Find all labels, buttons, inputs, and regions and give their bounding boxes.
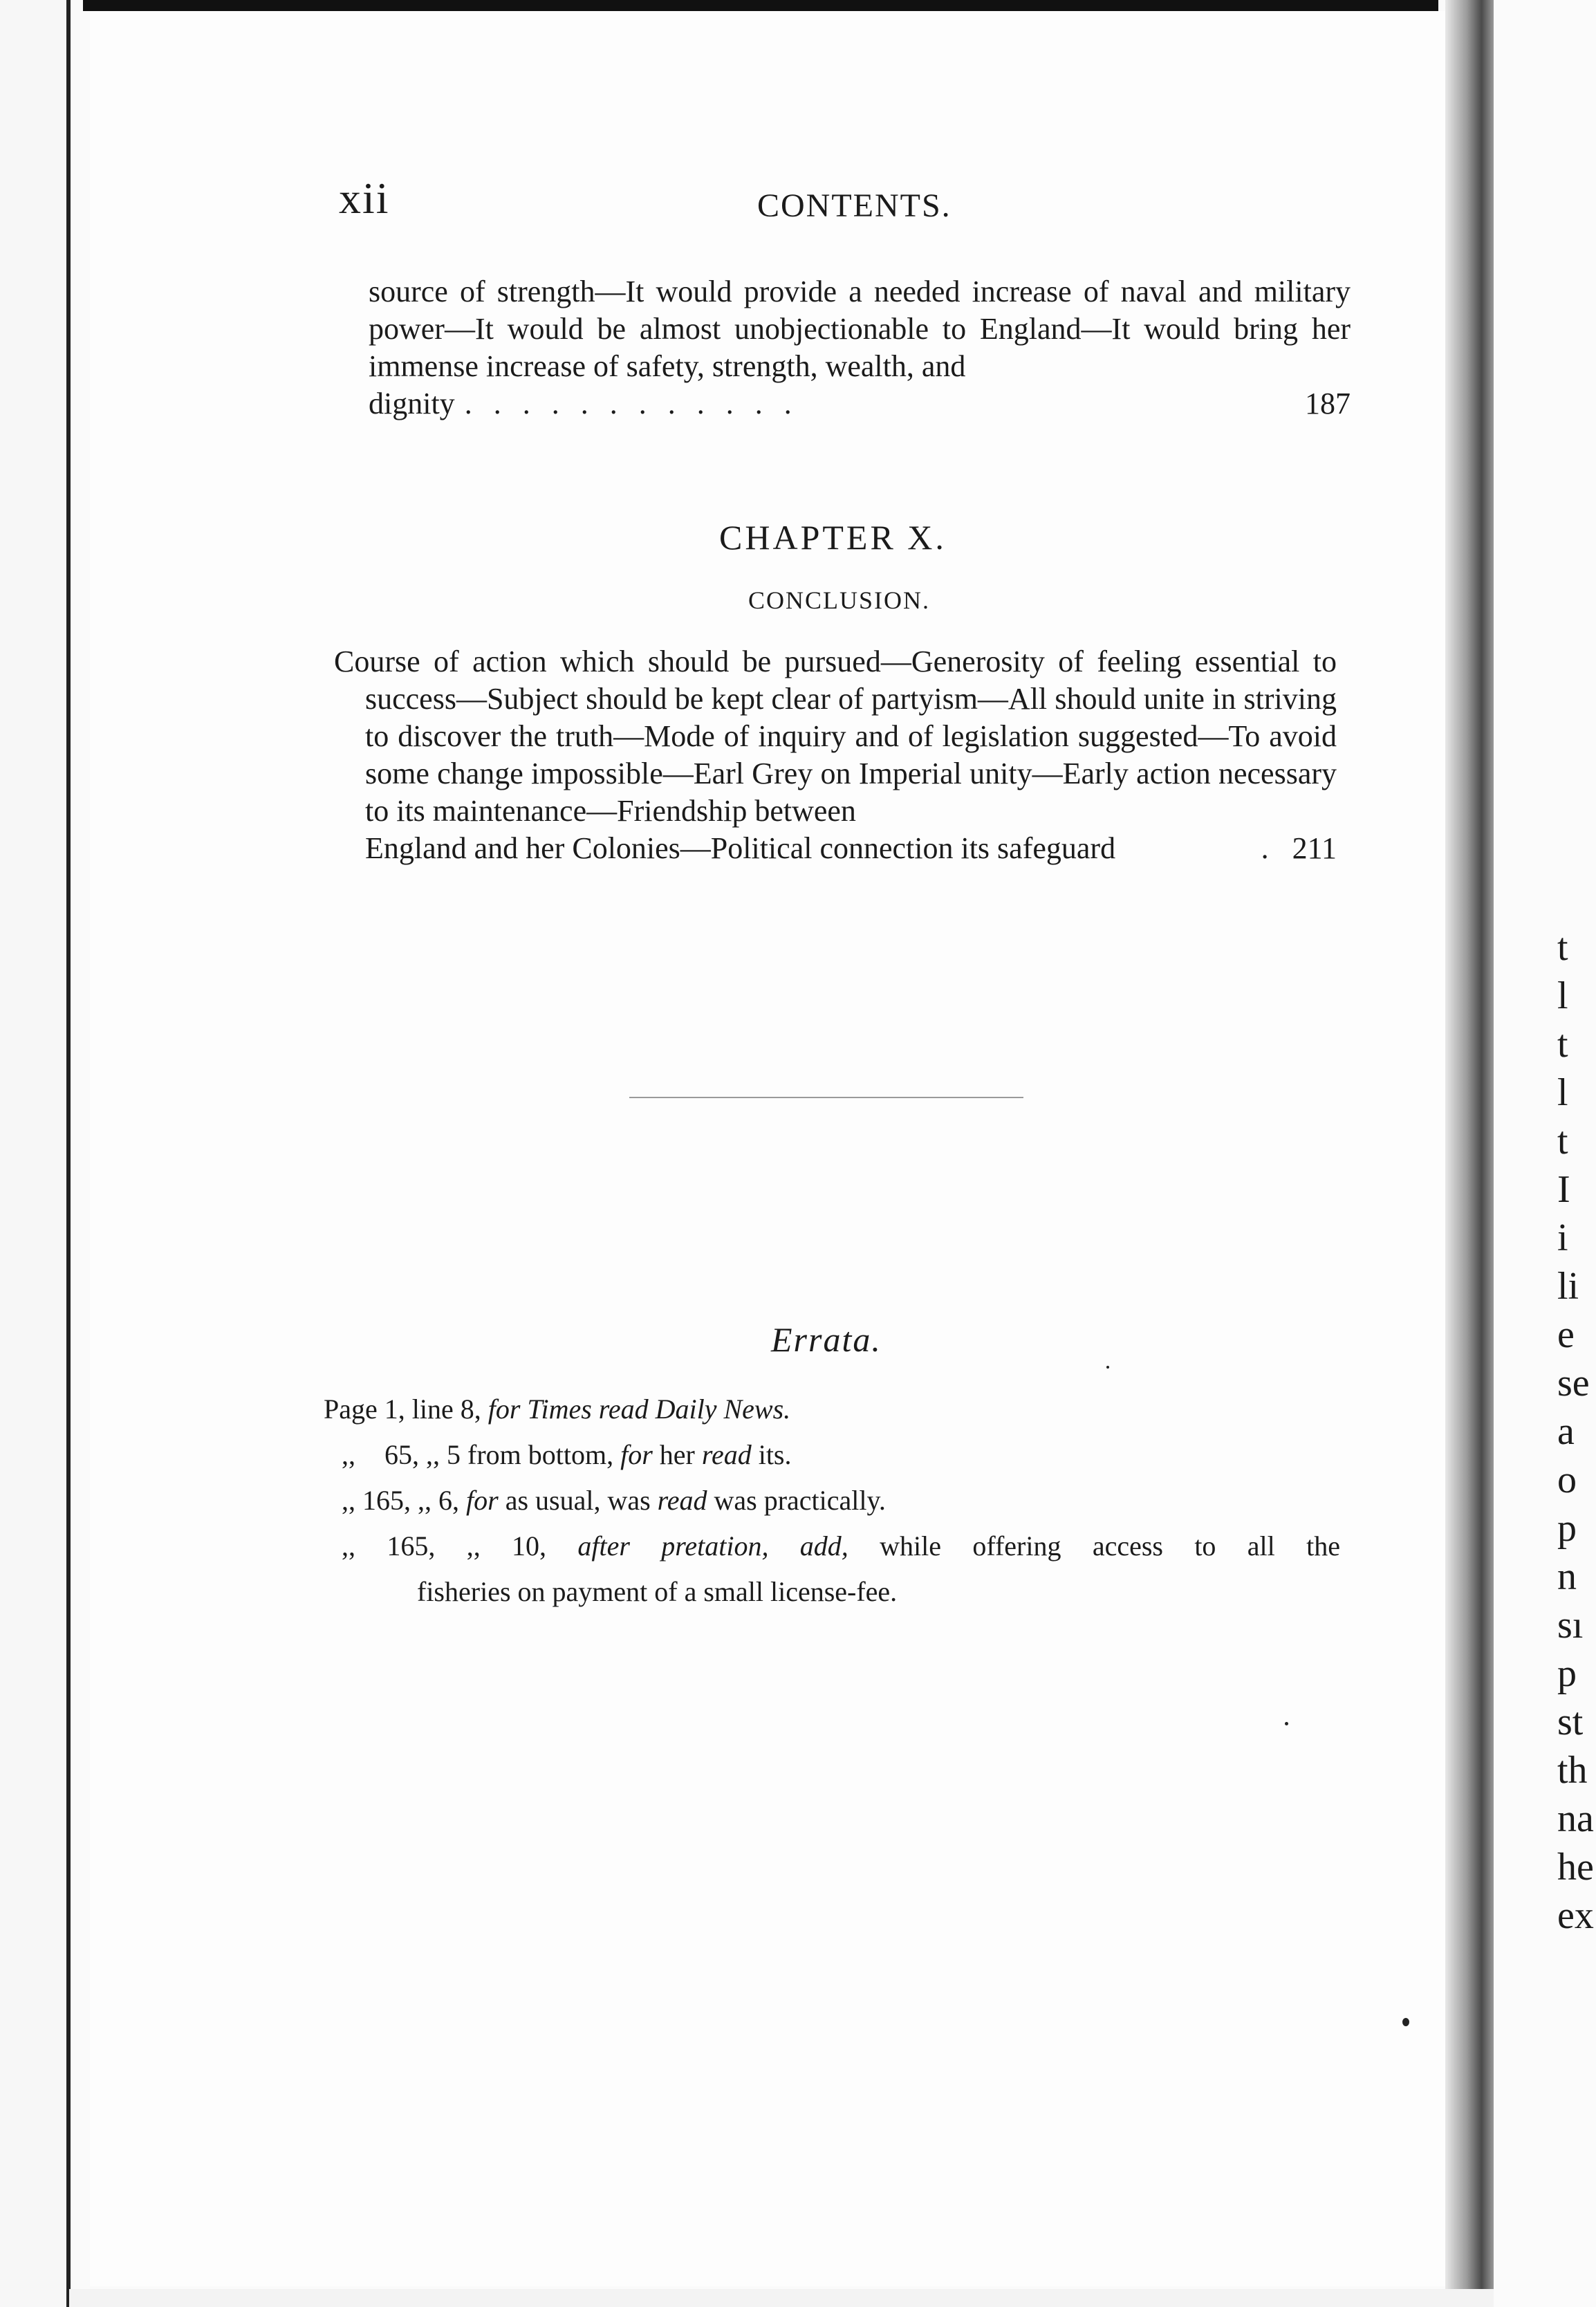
chapter-x-last-line: England and her Colonies—Political connection its safeguard [365, 831, 1116, 865]
facing-page-letter: t [1557, 1023, 1568, 1066]
errata-after: after [577, 1530, 630, 1562]
facing-page-letter: se [1557, 1362, 1590, 1405]
errata-ditto: ,, [342, 1485, 355, 1516]
errata-after-text: pretation, [661, 1530, 769, 1562]
ink-speck [1106, 1366, 1109, 1369]
chapter-x-page-ref: 211 [1292, 831, 1337, 865]
errata-line: 5 from bottom, [447, 1439, 614, 1470]
book-top-edge [83, 0, 1438, 11]
chapter-subheading: CONCLUSION. [748, 586, 931, 614]
errata-right: Daily News. [655, 1393, 791, 1425]
facing-page-letter: t [1557, 926, 1568, 969]
errata-wrong: as usual, was [505, 1485, 651, 1516]
book-gutter [1445, 0, 1494, 2307]
errata-right: its. [758, 1439, 792, 1470]
ink-speck [1402, 2018, 1409, 2026]
chapter-x-summary-last-line [334, 830, 1337, 867]
errata-word: the [1306, 1530, 1340, 1562]
errata-for: for [620, 1439, 653, 1470]
errata-line: 6, [438, 1485, 459, 1516]
chapter-ix-page-ref: 187 [1305, 387, 1351, 420]
errata-ditto: ,, [342, 1439, 355, 1470]
errata-word: access [1092, 1530, 1163, 1562]
facing-page-letter: li [1557, 1265, 1579, 1308]
facing-page-letter: na [1557, 1797, 1594, 1840]
facing-page-letter: ex [1557, 1894, 1594, 1937]
facing-page-letter: sı [1557, 1604, 1584, 1647]
errata-wrong: her [659, 1439, 695, 1470]
errata-read: read [657, 1485, 707, 1516]
chapter-ix-last-word: dignity [369, 387, 455, 420]
facing-page-letter: p [1557, 1507, 1577, 1550]
section-divider [629, 1097, 1023, 1098]
facing-page-letter: l [1557, 974, 1568, 1017]
errata-page: 165, [387, 1530, 436, 1562]
dot-leader: . . . . . . . . . . . . [464, 387, 799, 420]
errata-read: read [598, 1393, 649, 1425]
errata-ditto: ,, [342, 1530, 355, 1562]
facing-page-letter: he [1557, 1846, 1594, 1889]
facing-page-fragment [1494, 0, 1596, 2307]
chapter-ix-summary [369, 273, 1351, 423]
facing-page-letter: th [1557, 1749, 1588, 1792]
errata-ditto: ,, [418, 1485, 432, 1516]
errata-word: offering [972, 1530, 1061, 1562]
errata-entry [324, 1432, 1340, 1478]
ink-speck [1285, 1722, 1288, 1725]
errata-ditto: ,, [426, 1439, 440, 1470]
facing-page-letter: i [1557, 1216, 1568, 1259]
chapter-heading: CHAPTER X. [719, 518, 947, 557]
errata-entry [324, 1523, 1340, 1569]
chapter-x-summary [334, 643, 1337, 867]
page-number: xii [339, 174, 390, 223]
errata-word: to [1194, 1530, 1216, 1562]
errata-word: while [880, 1530, 942, 1562]
book-bottom-edge [69, 2289, 1494, 2307]
errata-title: Errata. [771, 1320, 882, 1359]
errata-ref: Page 1, line 8, [324, 1393, 481, 1425]
facing-page-letter: st [1557, 1701, 1584, 1743]
book-left-edge [0, 0, 69, 2307]
facing-page-letter: o [1557, 1458, 1577, 1501]
errata-wrong: Times [527, 1393, 592, 1425]
facing-page-letter: a [1557, 1410, 1575, 1453]
chapter-ix-summary-text: source of strength—It would provide a needed increase of naval and military power—It would be almost unobjectionable to England—It would bring her immense increase of safety, strength, wealth, and [369, 275, 1351, 383]
errata-entry [324, 1387, 1340, 1432]
dot-leader: . [1261, 831, 1269, 865]
errata-continuation: fisheries on payment of a small license-fee. [417, 1576, 898, 1607]
running-title: CONTENTS. [757, 187, 952, 224]
errata-read: read [701, 1439, 752, 1470]
chapter-ix-summary-last-line [369, 385, 1351, 423]
errata-page: 165, [362, 1485, 411, 1516]
facing-page-letter: t [1557, 1120, 1568, 1162]
facing-page-letter: l [1557, 1071, 1568, 1114]
errata-page: 65, [384, 1439, 419, 1470]
facing-page-letter: I [1557, 1168, 1570, 1211]
errata-line: 10, [512, 1530, 547, 1562]
facing-page-letter: p [1557, 1652, 1577, 1695]
errata-entry [324, 1478, 1340, 1523]
facing-page-letter: n [1557, 1555, 1577, 1598]
errata-list [324, 1387, 1340, 1615]
chapter-x-summary-text: Course of action which should be pursued—Generosity of feeling essential to success—Subject should be kept clear of partyism—All should unite in striving to discover the truth—Mode of inquiry and of legislation suggested—To avoid some change impossible—Earl Grey on Imperial unity—Early action necessary to its maintenance—Friendship between [334, 645, 1337, 828]
errata-add: add, [799, 1530, 848, 1562]
errata-ditto: ,, [466, 1530, 481, 1562]
errata-for: for [466, 1485, 499, 1516]
facing-page-letter: e [1557, 1313, 1575, 1356]
errata-right: was practically. [714, 1485, 886, 1516]
errata-word: all [1247, 1530, 1275, 1562]
errata-for: for [488, 1393, 521, 1425]
